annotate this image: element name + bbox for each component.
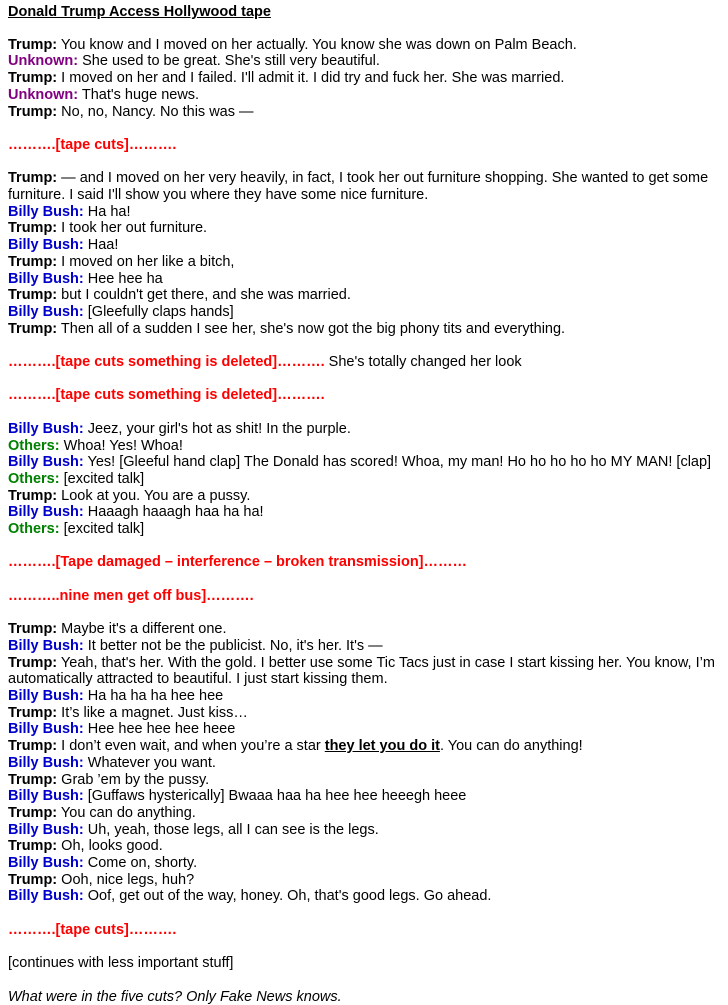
dialogue-line [8, 855, 720, 872]
dialogue-line [8, 788, 720, 805]
speaker-label: Trump: [8, 704, 58, 721]
dialogue-line [8, 755, 720, 772]
tape-cut-note [8, 588, 720, 605]
blank-line [8, 371, 720, 388]
speech-text: I took her out furniture. [61, 220, 208, 237]
dialogue-line [8, 888, 720, 905]
blank-line [8, 972, 720, 989]
transcript-body [8, 37, 720, 1005]
dialogue-line [8, 488, 720, 505]
dialogue-line [8, 438, 720, 455]
speech-text: Yes! [Gleeful hand clap] The Donald has scored! Whoa, my man! Ho ho ho ho ho MY MAN! [clap] [87, 454, 712, 471]
speech-text: Whatever you want. [87, 754, 216, 771]
speaker-label: Trump: [8, 804, 58, 821]
tape-cut-marker: ……….[tape cuts something is deleted]………. [8, 354, 325, 371]
speaker-label: Billy Bush: [8, 504, 84, 521]
dialogue-line [8, 287, 720, 304]
speaker-label: Trump: [8, 838, 58, 855]
blank-line [8, 337, 720, 354]
speech-text: She used to be great. She's still very beautiful. [82, 53, 380, 70]
speech-text: Oh, looks good. [61, 838, 163, 855]
tape-cut-note [8, 387, 720, 404]
speaker-label: Billy Bush: [8, 203, 84, 220]
dialogue-line [8, 621, 720, 638]
speech-text: [Gleefully claps hands] [87, 303, 234, 320]
speaker-label: Trump: [8, 36, 58, 53]
blank-line [8, 905, 720, 922]
speech-text: — and I moved on her very heavily, in fact, I took her out furniture shopping. She wanted to get some furniture. I said I'll show you where they have some nice furniture. [8, 170, 709, 203]
speaker-label: Billy Bush: [8, 821, 84, 838]
dialogue-line [8, 805, 720, 822]
dialogue-line [8, 87, 720, 104]
speech-text: You know and I moved on her actually. You know she was down on Palm Beach. [60, 36, 577, 53]
speech-text: Uh, yeah, those legs, all I can see is the legs. [87, 821, 379, 838]
cut-trailing-text: She's totally changed her look [324, 354, 522, 371]
dialogue-line [8, 421, 720, 438]
speaker-label: Billy Bush: [8, 637, 84, 654]
dialogue-line [8, 454, 720, 471]
speaker-label: Trump: [8, 287, 58, 304]
speaker-label: Trump: [8, 771, 58, 788]
speaker-label: Billy Bush: [8, 303, 84, 320]
tape-cut-marker: ……….[tape cuts something is deleted]………. [8, 387, 325, 404]
dialogue-line [8, 471, 720, 488]
tape-cut-marker: ……….[Tape damaged – interference – broken transmission]……… [8, 554, 468, 571]
speech-text: Ooh, nice legs, huh? [61, 871, 195, 888]
speech-text: You can do anything. [60, 804, 196, 821]
blank-line [8, 154, 720, 171]
speech-text: [excited talk] [63, 470, 145, 487]
dialogue-line [8, 170, 720, 203]
speech-text: Jeez, your girl's hot as shit! In the purple. [87, 420, 351, 437]
dialogue-line [8, 872, 720, 889]
speech-text-continued: . You can do anything! [439, 738, 583, 755]
speech-text: Maybe it's a different one. [61, 621, 227, 638]
dialogue-line [8, 721, 720, 738]
speech-text: [Guffaws hysterically] Bwaaa haa ha hee hee heeegh heee [87, 788, 467, 805]
closing-text: What were in the five cuts? Only Fake News knows. [8, 988, 342, 1005]
speaker-label: Trump: [8, 253, 58, 270]
speaker-label: Billy Bush: [8, 688, 84, 704]
speaker-label: Others: [8, 470, 60, 487]
speaker-label: Others: [8, 437, 60, 454]
dialogue-line [8, 220, 720, 237]
speech-text: Hee hee ha [87, 270, 163, 287]
dialogue-line [8, 321, 720, 338]
speech-text: Ha ha ha ha hee hee [87, 688, 224, 704]
blank-line [8, 538, 720, 555]
dialogue-line [8, 688, 720, 705]
speaker-label: Trump: [8, 103, 58, 120]
speech-text: [excited talk] [63, 521, 145, 538]
speech-text: I moved on her like a bitch, [61, 253, 235, 270]
speech-text: Oof, get out of the way, honey. Oh, that's good legs. Go ahead. [87, 888, 492, 905]
speaker-label: Billy Bush: [8, 420, 84, 437]
speech-text: Hee hee hee hee heee [87, 721, 236, 738]
speaker-label: Billy Bush: [8, 237, 84, 254]
dialogue-line [8, 521, 720, 538]
speech-text: It better not be the publicist. No, it's her. It's — [87, 637, 383, 654]
speaker-label: Billy Bush: [8, 270, 84, 287]
speech-text: Haa! [87, 237, 119, 254]
closing-remark [8, 989, 720, 1005]
speaker-label: Billy Bush: [8, 754, 84, 771]
speaker-label: Billy Bush: [8, 855, 84, 872]
tape-cut-marker: ………..nine men get off bus]………. [8, 587, 254, 604]
dialogue-line [8, 254, 720, 271]
blank-line [8, 571, 720, 588]
speaker-label: Trump: [8, 738, 58, 755]
speech-text: That's huge news. [81, 86, 200, 103]
blank-line [8, 404, 720, 421]
dialogue-line [8, 53, 720, 70]
speech-text: Grab ’em by the pussy. [61, 771, 210, 788]
speaker-label: Trump: [8, 871, 58, 888]
dialogue-line [8, 70, 720, 87]
dialogue-line [8, 204, 720, 221]
speech-text: No, no, Nancy. No this was — [61, 103, 254, 120]
document-title: Donald Trump Access Hollywood tape [8, 4, 271, 20]
tape-cut-note [8, 922, 720, 939]
speaker-label: Trump: [8, 170, 58, 187]
speaker-label: Trump: [8, 621, 58, 638]
speech-text: Haaagh haaagh haa ha ha! [87, 504, 264, 521]
tape-cut-marker: ……….[tape cuts]………. [8, 136, 177, 153]
dialogue-line [8, 738, 720, 755]
speech-text: Whoa! Yes! Whoa! [63, 437, 183, 454]
speaker-label: Unknown: [8, 86, 79, 103]
blank-line [8, 939, 720, 956]
speech-text: Then all of a sudden I see her, she's now got the big phony tits and everything. [60, 320, 566, 337]
speech-text: Look at you. You are a pussy. [61, 487, 251, 504]
speech-text: Ha ha! [87, 203, 131, 220]
speaker-label: Billy Bush: [8, 721, 84, 738]
dialogue-line [8, 655, 720, 688]
speech-text: Yeah, that's her. With the gold. I better use some Tic Tacs just in case I start kissing her. You know, I’m automatically attracted to beautiful. I just start kissing them. [8, 654, 715, 688]
dialogue-line [8, 271, 720, 288]
speaker-label: Trump: [8, 487, 58, 504]
dialogue-line [8, 237, 720, 254]
speech-text: It’s like a magnet. Just kiss… [61, 704, 248, 721]
dialogue-line [8, 772, 720, 789]
speech-text: I moved on her and I failed. I'll admit it. I did try and fuck her. She was married. [61, 70, 565, 87]
dialogue-line [8, 705, 720, 722]
speech-text: I don’t even wait, and when you’re a star [61, 738, 325, 755]
speech-text: Come on, shorty. [87, 855, 198, 872]
tape-cut-note [8, 354, 720, 371]
speech-text: but I couldn't get there, and she was married. [61, 287, 351, 304]
blank-line [8, 120, 720, 137]
dialogue-line [8, 838, 720, 855]
speaker-label: Trump: [8, 654, 58, 671]
speaker-label: Trump: [8, 220, 58, 237]
tape-cut-note [8, 137, 720, 154]
dialogue-line [8, 822, 720, 839]
speaker-label: Trump: [8, 70, 58, 87]
speaker-label: Billy Bush: [8, 454, 84, 471]
dialogue-line [8, 638, 720, 655]
tape-cut-marker: ……….[tape cuts]………. [8, 921, 177, 938]
speaker-label: Trump: [8, 320, 58, 337]
speaker-label: Billy Bush: [8, 888, 84, 905]
tape-cut-note [8, 554, 720, 571]
dialogue-line [8, 104, 720, 121]
speaker-label: Unknown: [8, 53, 79, 70]
dialogue-line [8, 304, 720, 321]
speaker-label: Others: [8, 521, 60, 538]
speaker-label: Billy Bush: [8, 788, 84, 805]
plain-text: [continues with less important stuff] [8, 955, 234, 972]
emphasized-text: they let you do it [324, 738, 440, 755]
dialogue-line [8, 37, 720, 54]
dialogue-line [8, 504, 720, 521]
blank-line [8, 605, 720, 622]
stage-note [8, 955, 720, 972]
